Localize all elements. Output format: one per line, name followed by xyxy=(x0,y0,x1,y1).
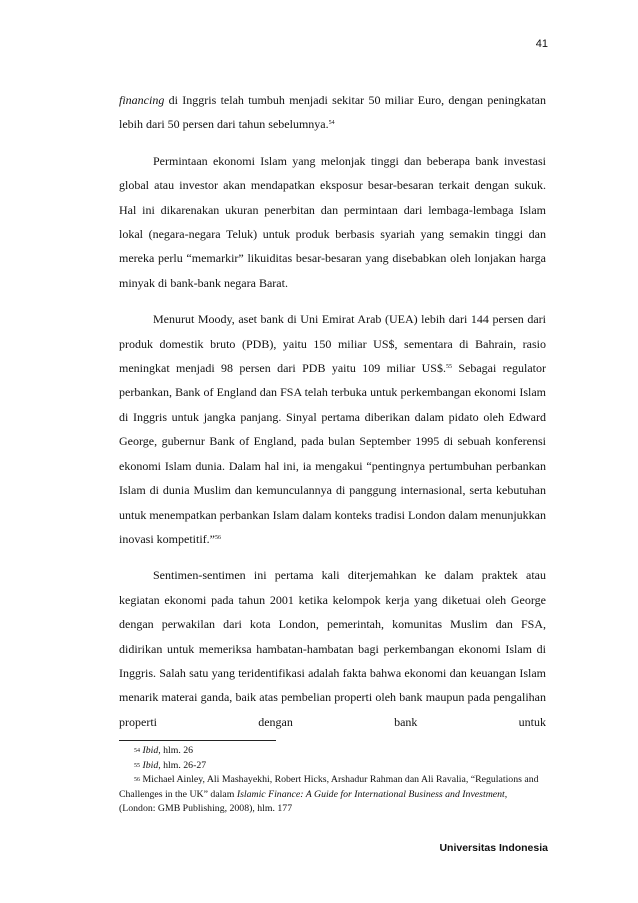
footnote-number: 54 xyxy=(134,748,140,754)
run: Ibid xyxy=(142,745,159,756)
run: Permintaan ekonomi Islam yang melonjak tinggi dan beberapa bank investasi global atau investor akan mendapatkan eksposur besar-besaran terkait dengan sukuk. Hal ini dikarenakan ukuran penerbitan dan permintaan dari lembaga-lembaga Islam lokal (negara-negara Teluk) untuk produk berbasis syariah yang semakin tinggi dan mereka perlu “memarkir” likuiditas besar-besaran yang disebabkan oleh lonjakan harga minyak di bank-bank negara Barat. xyxy=(119,153,546,290)
footnote-54 xyxy=(119,744,546,759)
run: Ibid xyxy=(142,759,159,771)
footnote-number: 56 xyxy=(134,777,140,783)
body-text xyxy=(119,88,546,746)
footnotes xyxy=(119,744,546,817)
paragraph-2 xyxy=(119,149,546,295)
paragraph-4 xyxy=(119,563,546,734)
run: Sentimen-sentimen ini pertama kali diterjemahkan ke dalam praktek atau kegiatan ekonomi pada tahun 2001 ketika kelompok kerja yang diketuai oleh George dengan perwakilan dari kota London, pemerintah, komunitas Muslim dan FSA, didirikan untuk memeriksa hambatan-hambatan bagi perkembangan ekonomi Islam di Inggris. Salah satu yang teridentifikasi adalah fakta bahwa ekonomi dan keuangan Islam menarik materai ganda, baik atas pembelian properti oleh bank maupun pada pengalihan properti dengan bank untuk xyxy=(119,568,546,729)
run: Menurut Moody, aset bank di Uni Emirat Arab (UEA) lebih dari 144 persen dari produk domestik bruto (PDB), yaitu 150 miliar US$, sementara di Bahrain, rasio meningkat menjadi 98 persen dari PDB yaitu 109 miliar US$. xyxy=(119,312,546,376)
paragraph-1 xyxy=(119,88,546,137)
footnote-ref-56: 56 xyxy=(214,534,221,541)
run: Islamic Finance: A Guide for International Business and Investment xyxy=(236,788,505,800)
footer-institution: Universitas Indonesia xyxy=(439,842,548,854)
footnote-55 xyxy=(119,759,546,774)
footnote-ref-55: 55 xyxy=(445,364,452,371)
run: Sebagai regulator perbankan, Bank of England dan FSA telah terbuka untuk perkembangan ekonomi Islam di Inggris untuk jangka panjang. Sinyal pertama diberikan dalam pidato oleh Edward George, gubernur Bank of England, pada bulan September 1995 di sebuah konferensi ekonomi Islam dunia. Dalam hal ini, ia mengakui “pentingnya pertumbuhan perbankan Islam di dunia Muslim dan kemunculannya di panggung internasional, serta kebutuhan untuk menempatkan perbankan Islam dalam konteks tradisi London dalam menunjukkan inovasi kompetitif.” xyxy=(119,361,546,546)
run: , (London: GMB Publishing, 2008), hlm. 177 xyxy=(119,788,508,814)
page-number: 41 xyxy=(535,38,548,50)
footnote-separator xyxy=(119,740,276,741)
footnote-number: 55 xyxy=(134,762,140,769)
footnote-56 xyxy=(119,773,546,817)
run: di Inggris telah tumbuh menjadi sekitar 50 miliar Euro, dengan peningkatan lebih dari 50 persen dari tahun sebelumnya. xyxy=(119,93,546,132)
paragraph-3 xyxy=(119,307,546,551)
run: , hlm. 26 xyxy=(158,745,194,756)
run: Michael Ainley, Ali Mashayekhi, Robert Hicks, Arshadur Rahman dan Ali Ravalia, “Regulations and Challenges in the UK” dalam xyxy=(119,774,539,800)
footnote-ref-54: 54 xyxy=(328,120,335,127)
run: , hlm. 26-27 xyxy=(158,759,207,771)
run: financing xyxy=(119,93,165,107)
